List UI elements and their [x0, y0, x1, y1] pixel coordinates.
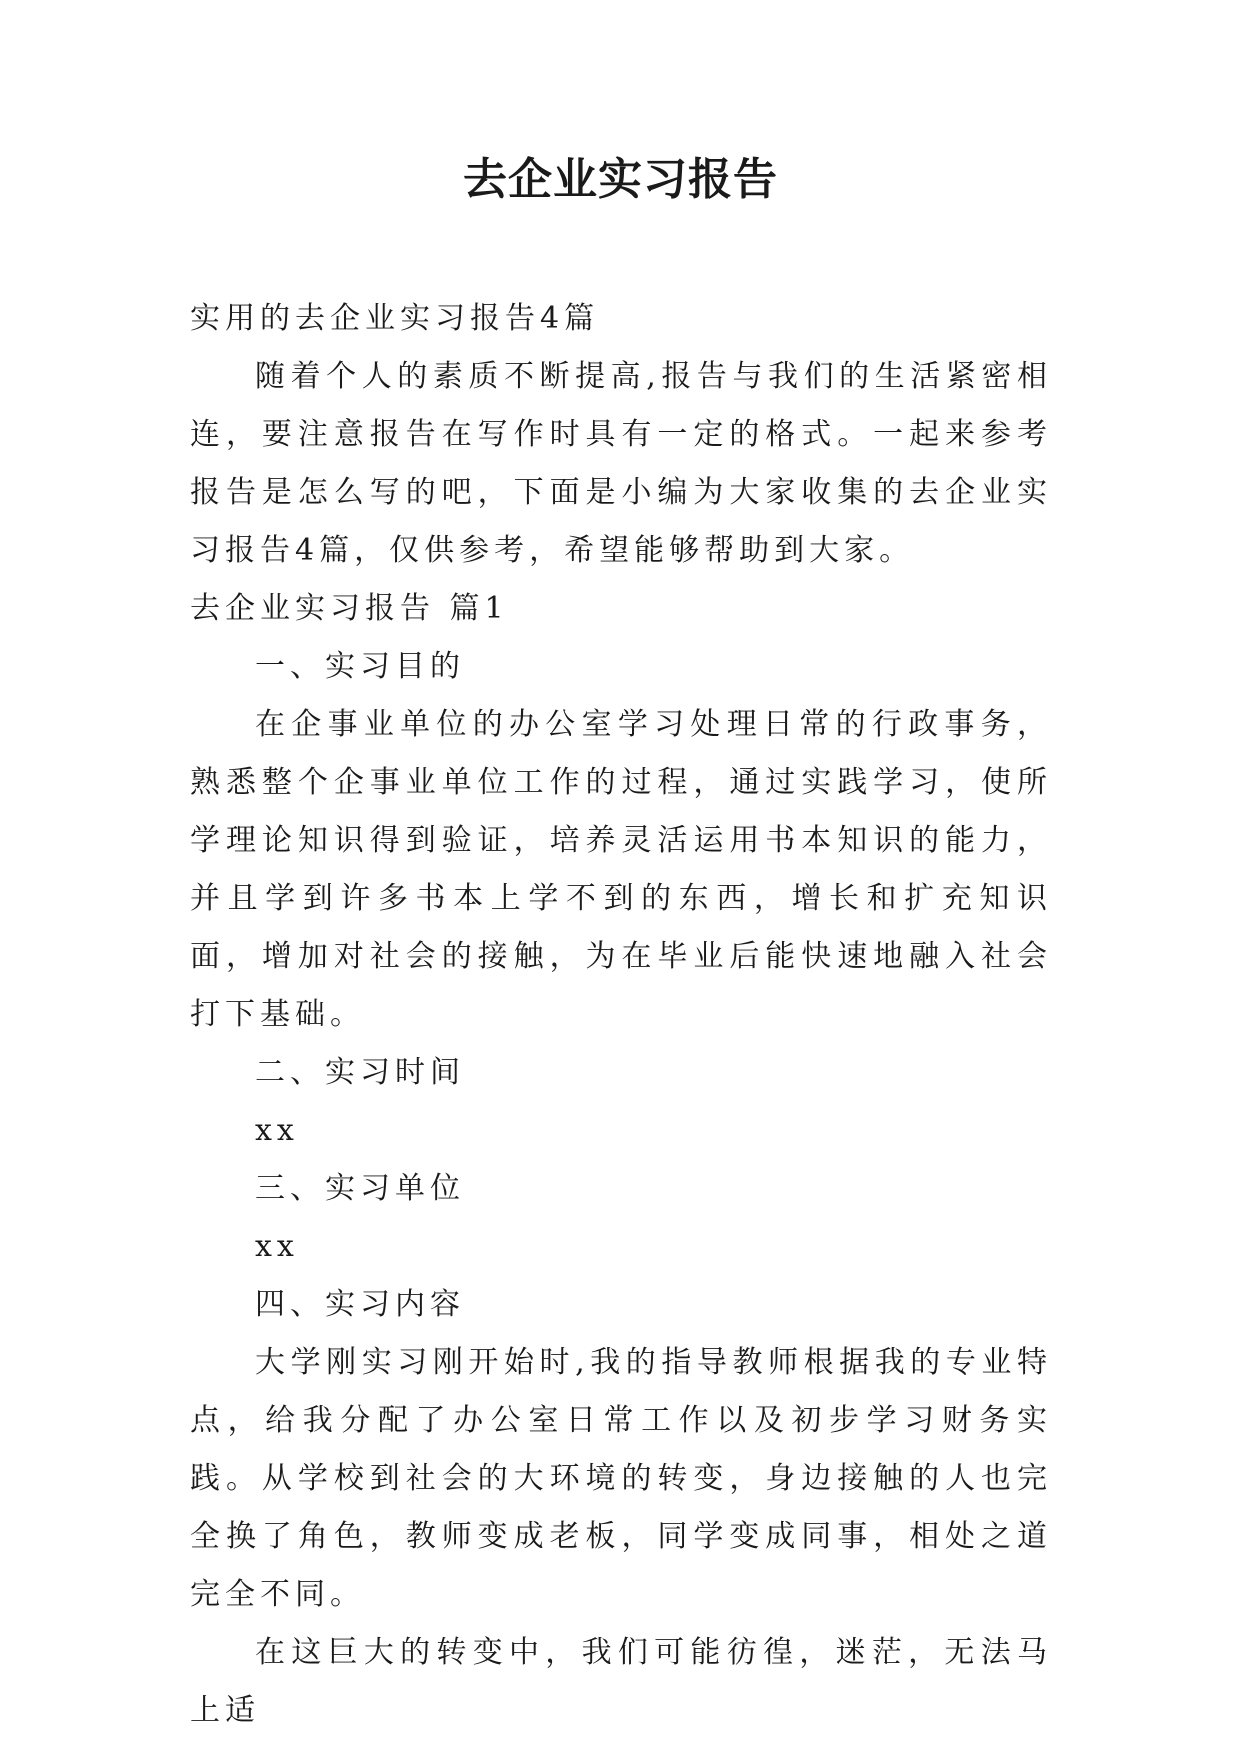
document-title: 去企业实习报告 [463, 154, 778, 205]
heading-content: 四、实习内容 [255, 1287, 465, 1322]
closing-paragraph: 在这巨大的转变中，我们可能彷徨，迷茫，无法马上适 [190, 1635, 1052, 1728]
content-paragraph: 大学刚实习刚开始时,我的指导教师根据我的专业特点，给我分配了办公室日常工作以及初步学习财务实践。从学校到社会的大环境的转变，身边接触的人也完全换了角色，教师变成老板，同学变成同事，相处之道完全不同。 [190, 1345, 1052, 1612]
unit-value: xx [255, 1229, 299, 1264]
heading-purpose: 一、实习目的 [255, 649, 465, 684]
heading-unit: 三、实习单位 [255, 1171, 465, 1206]
intro-paragraph: 随着个人的素质不断提高,报告与我们的生活紧密相连，要注意报告在写作时具有一定的格式。一起来参考报告是怎么写的吧，下面是小编为大家收集的去企业实习报告4篇，仅供参考，希望能够帮助到大家。 [190, 359, 1052, 568]
section-heading: 去企业实习报告 篇1 [190, 591, 509, 626]
document-body [190, 290, 1052, 1740]
purpose-paragraph: 在企事业单位的办公室学习处理日常的行政事务，熟悉整个企事业单位工作的过程，通过实践学习，使所学理论知识得到验证，培养灵活运用书本知识的能力，并且学到许多书本上学不到的东西，增长和扩充知识面，增加对社会的接触，为在毕业后能快速地融入社会打下基础。 [190, 707, 1052, 1032]
heading-time: 二、实习时间 [255, 1055, 465, 1090]
subtitle-paragraph: 实用的去企业实习报告4篇 [190, 301, 600, 336]
time-value: xx [255, 1113, 299, 1148]
